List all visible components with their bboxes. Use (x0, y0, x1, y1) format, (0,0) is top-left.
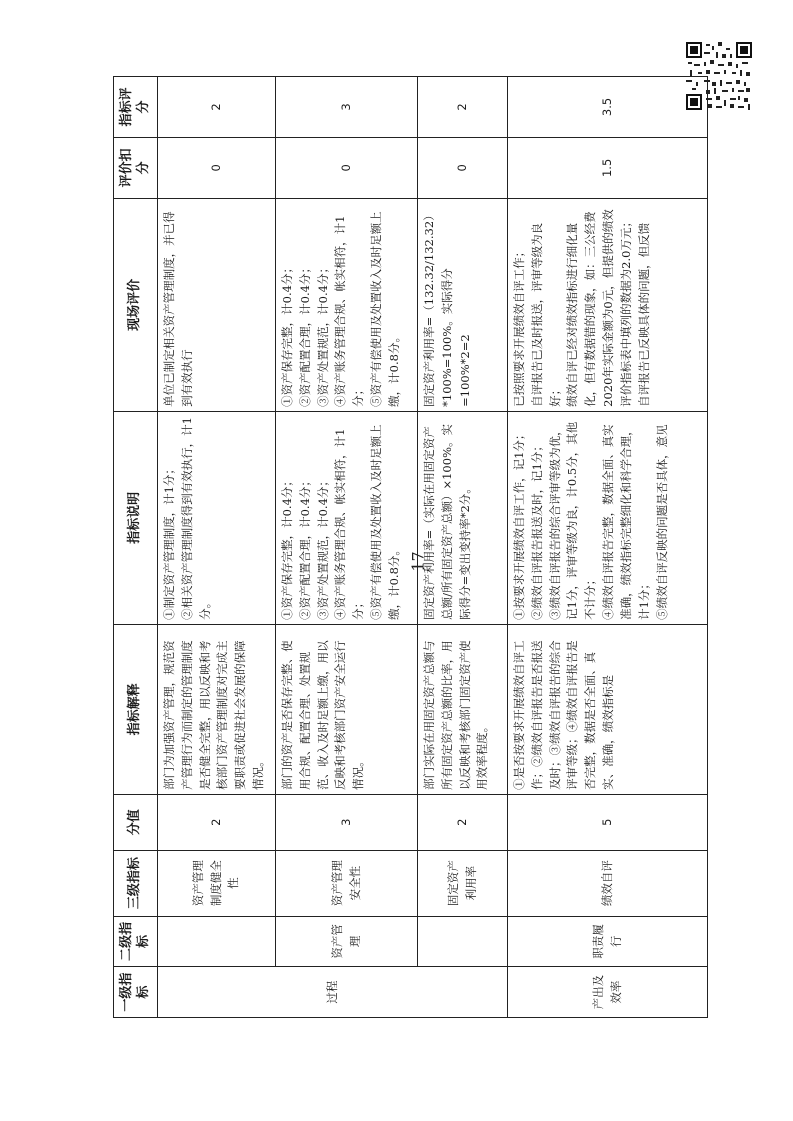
header-level3: 三级指标 (114, 850, 158, 916)
level2-empty (158, 916, 276, 967)
row2-score: 3 (276, 794, 418, 850)
header-explanation: 指标解释 (114, 624, 158, 794)
table-row (158, 77, 276, 1018)
header-row (114, 77, 158, 1018)
row2-evaluation-line: ⑤资产有偿使用及处置收入及时足额上缴，计0.8分。 (369, 211, 401, 407)
level1-output: 产出及效率 (508, 967, 708, 1018)
level1-process: 过程 (158, 967, 508, 1018)
row3-final-score: 2 (418, 77, 508, 138)
header-evaluation: 现场评价 (114, 198, 158, 411)
row1-evaluation (158, 198, 276, 411)
row4-evaluation-line: 绩效自评已经对绩效指标进行细化量化，但有数据错的现象，如：三公经费2020年实际金额为0元，但提供的绩效评价指标表中填列的数据为2.0万元； (565, 209, 633, 407)
row4-final-score: 3.5 (508, 77, 708, 138)
row2-evaluation-line: ③资产处置规范，计0.4分； (315, 262, 330, 407)
header-description: 指标说明 (114, 411, 158, 624)
row2-description-line: ①资产保存完整，计0.4分； (280, 475, 294, 620)
row1-evaluation-line: 单位已制定相关资产管理制度，并已得到有效执行 (162, 211, 194, 407)
row2-evaluation-line: ①资产保存完整，计0.4分； (280, 262, 294, 407)
row2-description (276, 411, 418, 624)
row3-deduction: 0 (418, 137, 508, 198)
table-row (418, 77, 508, 1018)
row2-description-line: ③资产处置规范，计0.4分； (315, 475, 330, 620)
header-score: 分值 (114, 794, 158, 850)
row4-score: 5 (508, 794, 708, 850)
level2-asset: 资产管理 (276, 916, 418, 967)
row1-description-line: ②相关资产管理制度得到有效执行，计1分。 (179, 417, 212, 620)
page-number: 17 (408, 551, 428, 572)
row4-evaluation-line: 自评报告已反映具体的问题，但反馈 (636, 222, 651, 407)
level2-duty: 职责履行 (508, 916, 708, 967)
row1-description-line: ①制定资产管理制度，计1分； (162, 463, 176, 620)
row2-description-line: ⑤资产有偿使用及处置收入及时足额上缴，计0.8分。 (369, 424, 401, 620)
row3-score: 2 (418, 794, 508, 850)
table-row (508, 77, 708, 1018)
row2-evaluation-line: ④资产账务管理合规、帐实相符，计1分； (333, 215, 366, 407)
row1-description (158, 411, 276, 624)
row4-description-line: ②绩效自评报告报送及时，记1分； (529, 440, 544, 620)
row1-deduction: 0 (158, 137, 276, 198)
level2-empty (418, 916, 508, 967)
header-level1: 一级指标 (114, 967, 158, 1018)
row4-explanation: ①是否按要求开展绩效自评工作；②绩效自评报告是否报送及时；③绩效自评报告的综合评审等级；④绩效自评报告是否完整，数据是否全面、真实、准确，绩效指标是 (508, 624, 708, 794)
row4-description-line: ⑤绩效自评反映的问题是否具体，意见 (654, 424, 669, 620)
row2-evaluation-line: ②资产配置合理，计0.4分； (297, 262, 312, 407)
evaluation-table (113, 76, 708, 1018)
row4-description-line: ④绩效自评报告完整，数据全面、真实准确，绩效指标完整细化和科学合理，计1分； (601, 424, 651, 620)
row4-description-line: ①按要求开展绩效自评工作，记1分； (512, 428, 526, 620)
row3-evaluation-line: 固定资产利用率=（132.32/132.32）*100%=100%。实际得分=100%*2=2 (422, 209, 472, 407)
row4-evaluation-line: 自评报告已及时报送，评审等级为良好； (529, 222, 562, 407)
row4-evaluation (508, 198, 708, 411)
row1-final-score: 2 (158, 77, 276, 138)
row4-description (508, 411, 708, 624)
row3-explanation: 部门实际在用固定资产总额与所有固定资产总额的比率，用以反映和考核部门固定资产使用效率程度。 (418, 624, 508, 794)
row2-description-line: ②资产配置合理，计0.4分； (297, 475, 312, 620)
row4-evaluation-line: 已按照要求开展绩效自评工作； (512, 245, 526, 407)
row4-deduction: 1.5 (508, 137, 708, 198)
evaluation-table-rotated (113, 76, 707, 1018)
row2-deduction: 0 (276, 137, 418, 198)
header-deduction: 评价扣分 (114, 137, 158, 198)
row2-explanation: 部门的资产是否保存完整、使用合规、配置合理、处置规范、收入及时足额上缴，用以反映和考核部门资产安全运行情况。 (276, 624, 418, 794)
row1-level3: 资产管理制度健全性 (158, 850, 276, 916)
row2-evaluation (276, 198, 418, 411)
row3-evaluation (418, 198, 508, 411)
header-final-score: 指标评分 (114, 77, 158, 138)
row1-score: 2 (158, 794, 276, 850)
row4-description-line: ③绩效自评报告的综合评审等级为优，记1分，评审等级为良，计0.5分，其他不计分； (547, 421, 598, 620)
row3-description-line: 固定资产利用率=（实际在用固定资产总额/所有固定资产总额）×100%。实际得分=变出变持率*2分。 (422, 424, 472, 620)
row4-level3: 绩效自评 (508, 850, 708, 916)
row1-explanation: 部门为加强资产管理，规范资产管理行为而制定的管理制度是否健全完整，用以反映和考核部门资产管理制度对完成主要职责或促进社会发展的保障情况。 (158, 624, 276, 794)
row3-level3: 固定资产利用率 (418, 850, 508, 916)
header-level2: 二级指标 (114, 916, 158, 967)
table-row (276, 77, 418, 1018)
row2-final-score: 3 (276, 77, 418, 138)
row2-description-line: ④资产账务管理合规、帐实相符，计1分； (333, 428, 366, 620)
row2-level3: 资产管理安全性 (276, 850, 418, 916)
row3-description (418, 411, 508, 624)
